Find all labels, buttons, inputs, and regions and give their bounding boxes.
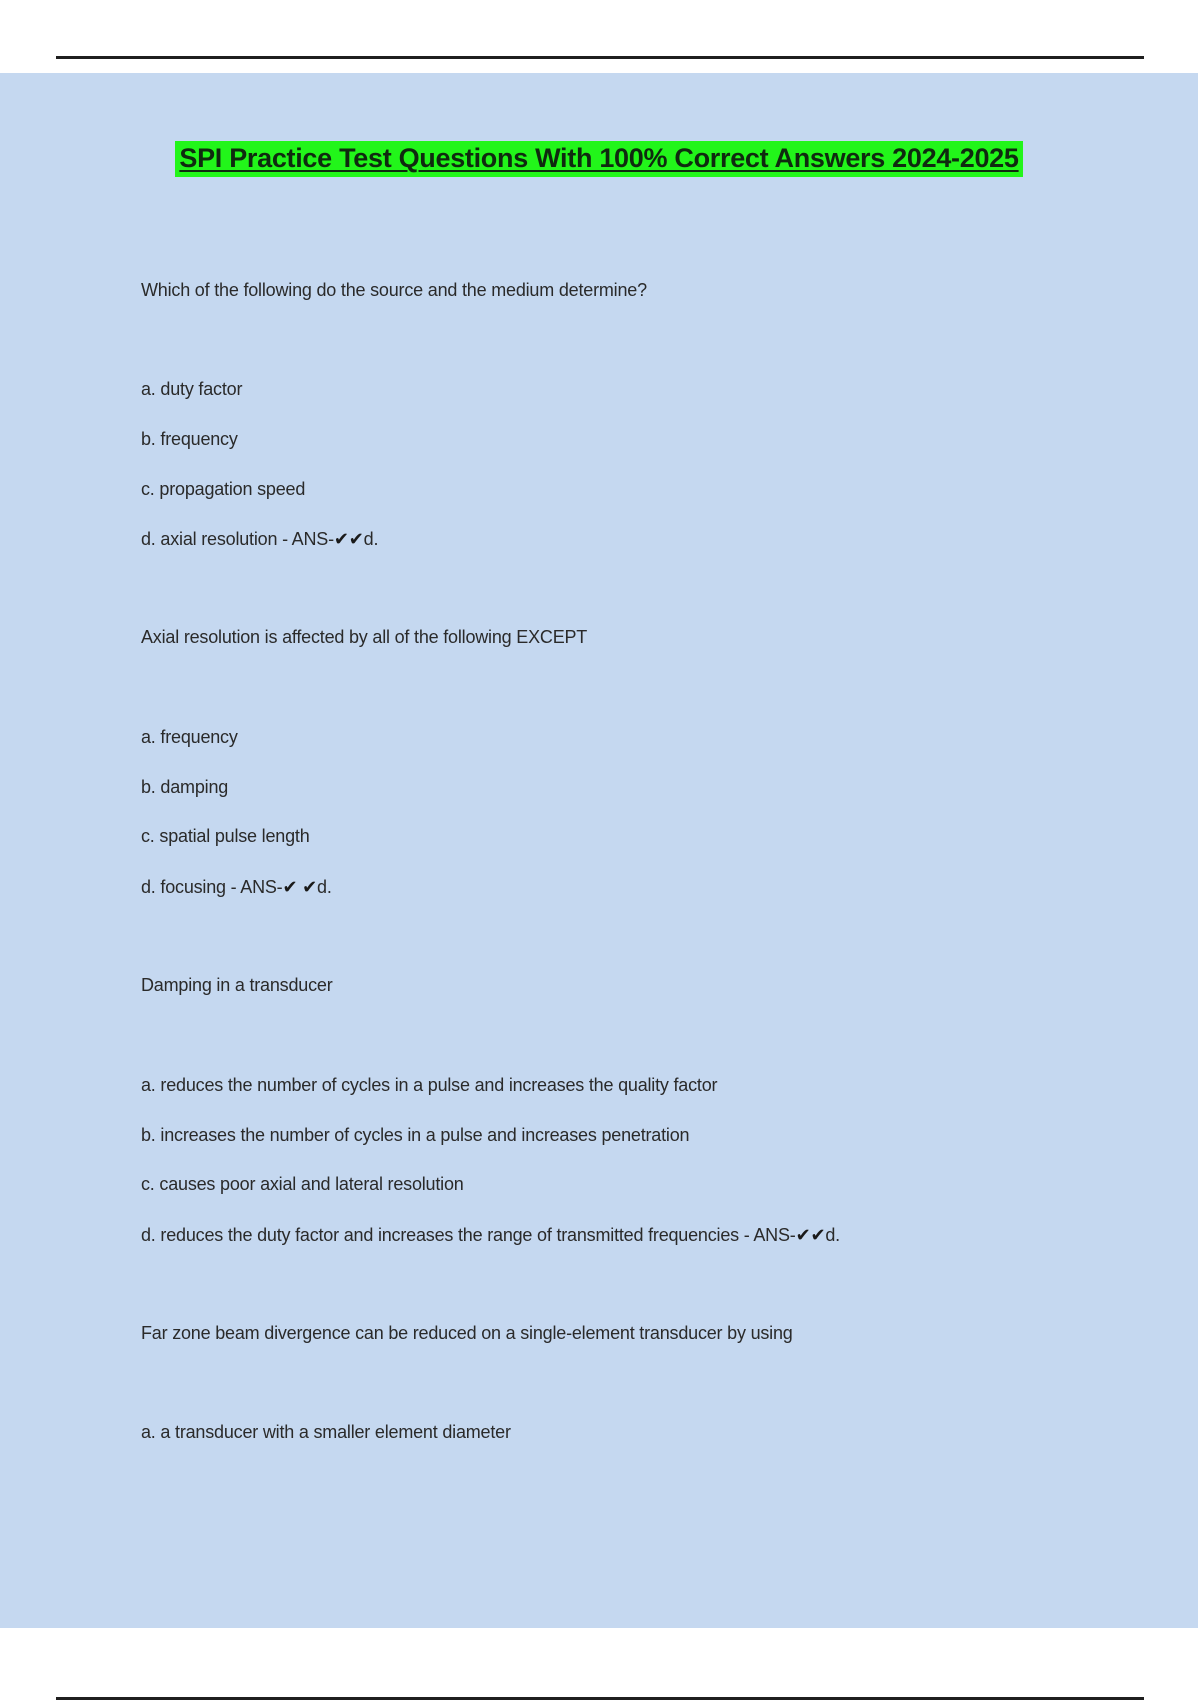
checkmark-icon: ✔✔ [795, 1225, 826, 1245]
title-container [0, 141, 1198, 177]
question-1-answer: d. [363, 529, 379, 549]
question-1-prompt: Which of the following do the source and the medium determine? [141, 280, 647, 300]
question-2-option-d-text: d. focusing - ANS- [141, 877, 283, 897]
question-2-option-a: a. frequency [141, 727, 238, 747]
question-3-answer: d. [825, 1225, 840, 1245]
question-3-option-c: c. causes poor axial and lateral resolution [141, 1174, 464, 1194]
question-2-option-d [141, 877, 332, 898]
question-4-option-a: a. a transducer with a smaller element diameter [141, 1422, 511, 1442]
question-2-option-b: b. damping [141, 777, 229, 797]
question-2-answer: d. [317, 877, 332, 897]
checkmark-icon: ✔ ✔ [282, 877, 318, 897]
header-rule [56, 56, 1144, 59]
question-1-option-d [141, 529, 378, 550]
question-1-option-b: b. frequency [141, 429, 238, 449]
question-3-option-b: b. increases the number of cycles in a pulse and increases penetration [141, 1125, 690, 1145]
question-3-prompt: Damping in a transducer [141, 975, 333, 995]
question-4-prompt: Far zone beam divergence can be reduced on a single-element transducer by using [141, 1323, 793, 1343]
document-page [0, 73, 1198, 1628]
question-2-prompt: Axial resolution is affected by all of the following EXCEPT [141, 627, 588, 647]
question-3-option-a: a. reduces the number of cycles in a pulse and increases the quality factor [141, 1075, 718, 1095]
question-3-option-d [141, 1225, 840, 1246]
question-3-option-d-text: d. reduces the duty factor and increases the range of transmitted frequencies - ANS- [141, 1225, 796, 1245]
question-1-option-c: c. propagation speed [141, 479, 306, 499]
question-1-option-d-text: d. axial resolution - ANS- [141, 529, 334, 549]
question-2-option-c: c. spatial pulse length [141, 826, 310, 846]
question-1-option-a: a. duty factor [141, 379, 243, 399]
document-title: SPI Practice Test Questions With 100% Correct Answers 2024-2025 [175, 141, 1022, 177]
checkmark-icon: ✔✔ [333, 529, 364, 549]
